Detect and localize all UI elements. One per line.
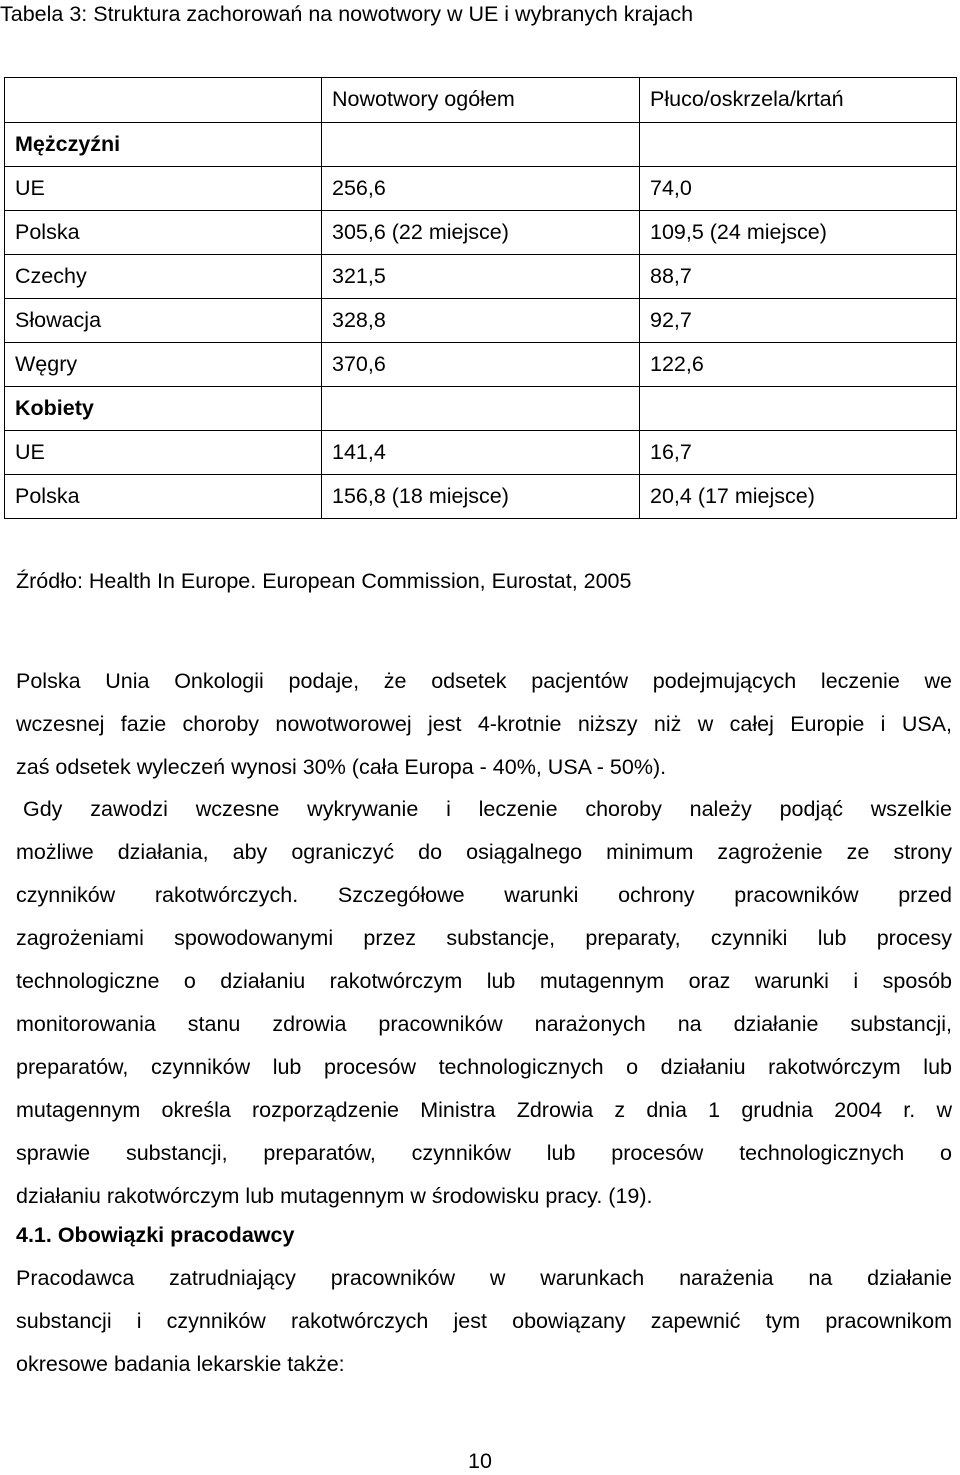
table-cell: Węgry	[5, 343, 322, 387]
table-cell: 20,4 (17 miejsce)	[640, 475, 957, 519]
text-line: technologiczne o działaniu rakotwórczym lub mutagennym oraz warunki i sposób	[16, 969, 952, 993]
table-row	[5, 343, 957, 387]
paragraph-1	[16, 667, 952, 796]
table-cell: UE	[5, 431, 322, 475]
text-line: Gdy zawodzi wczesne wykrywanie i leczenie choroby należy podjąć wszelkie	[23, 797, 952, 821]
table-cell: Kobiety	[5, 387, 322, 431]
table-cell	[322, 123, 640, 167]
table-section-row	[5, 123, 957, 167]
table-cell: Polska	[5, 475, 322, 519]
table-header-row	[5, 78, 957, 123]
table-cell: Czechy	[5, 255, 322, 299]
table-row	[5, 211, 957, 255]
paragraph-2	[16, 795, 952, 1225]
table-row	[5, 167, 957, 211]
table-row	[5, 299, 957, 343]
text-line: mutagennym określa rozporządzenie Ministra Zdrowia z dnia 1 grudnia 2004 r. w	[16, 1098, 952, 1122]
text-line: Polska Unia Onkologii podaje, że odsetek pacjentów podejmujących leczenie we	[16, 669, 952, 693]
table-cell	[640, 387, 957, 431]
table-cell: 74,0	[640, 167, 957, 211]
table-cell: 156,8 (18 miejsce)	[322, 475, 640, 519]
table-row	[5, 431, 957, 475]
cancer-incidence-table	[4, 77, 957, 519]
table-cell: UE	[5, 167, 322, 211]
text-line: wczesnej fazie choroby nowotworowej jest 4-krotnie niższy niż w całej Europie i USA,	[16, 712, 952, 736]
text-line: działaniu rakotwórczym lub mutagennym w środowisku pracy. (19).	[16, 1184, 653, 1208]
table-cell: 370,6	[322, 343, 640, 387]
section-heading: 4.1. Obowiązki pracodawcy	[16, 1223, 295, 1247]
table-cell: 92,7	[640, 299, 957, 343]
table-cell	[322, 387, 640, 431]
table-cell: Polska	[5, 211, 322, 255]
text-line: zagrożeniami spowodowanymi przez substancje, preparaty, czynniki lub procesy	[16, 926, 952, 950]
page-number: 10	[468, 1449, 492, 1473]
table-cell: 256,6	[322, 167, 640, 211]
table-cell: 321,5	[322, 255, 640, 299]
table-row	[5, 255, 957, 299]
header-cell: Płuco/oskrzela/krtań	[640, 78, 957, 123]
header-cell: Nowotwory ogółem	[322, 78, 640, 123]
table-row	[5, 475, 957, 519]
table-cell: 328,8	[322, 299, 640, 343]
table-cell: Słowacja	[5, 299, 322, 343]
text-line: okresowe badania lekarskie także:	[16, 1352, 345, 1376]
table-cell	[640, 123, 957, 167]
table-cell: 122,6	[640, 343, 957, 387]
text-line: sprawie substancji, preparatów, czynników lub procesów technologicznych o	[16, 1141, 952, 1165]
table-cell: 109,5 (24 miejsce)	[640, 211, 957, 255]
table-section-row	[5, 387, 957, 431]
table-caption: Tabela 3: Struktura zachorowań na nowotwory w UE i wybranych krajach	[0, 2, 694, 26]
text-line: preparatów, czynników lub procesów technologicznych o działaniu rakotwórczym lub	[16, 1055, 952, 1079]
table-cell: 141,4	[322, 431, 640, 475]
table-cell: 16,7	[640, 431, 957, 475]
header-cell	[5, 78, 322, 123]
source-note: Źródło: Health In Europe. European Commission, Eurostat, 2005	[16, 569, 632, 593]
text-line: możliwe działania, aby ograniczyć do osiągalnego minimum zagrożenie ze strony	[16, 840, 952, 864]
table-cell: Mężczyźni	[5, 123, 322, 167]
table-cell: 88,7	[640, 255, 957, 299]
table-cell: 305,6 (22 miejsce)	[322, 211, 640, 255]
text-line: monitorowania stanu zdrowia pracowników narażonych na działanie substancji,	[16, 1012, 952, 1036]
text-line: substancji i czynników rakotwórczych jest obowiązany zapewnić tym pracownikom	[16, 1309, 952, 1333]
text-line: zaś odsetek wyleczeń wynosi 30% (cała Europa - 40%, USA - 50%).	[16, 755, 667, 779]
text-line: czynników rakotwórczych. Szczegółowe warunki ochrony pracowników przed	[16, 883, 952, 907]
text-line: Pracodawca zatrudniający pracowników w warunkach narażenia na działanie	[16, 1266, 952, 1290]
paragraph-3	[16, 1264, 952, 1393]
